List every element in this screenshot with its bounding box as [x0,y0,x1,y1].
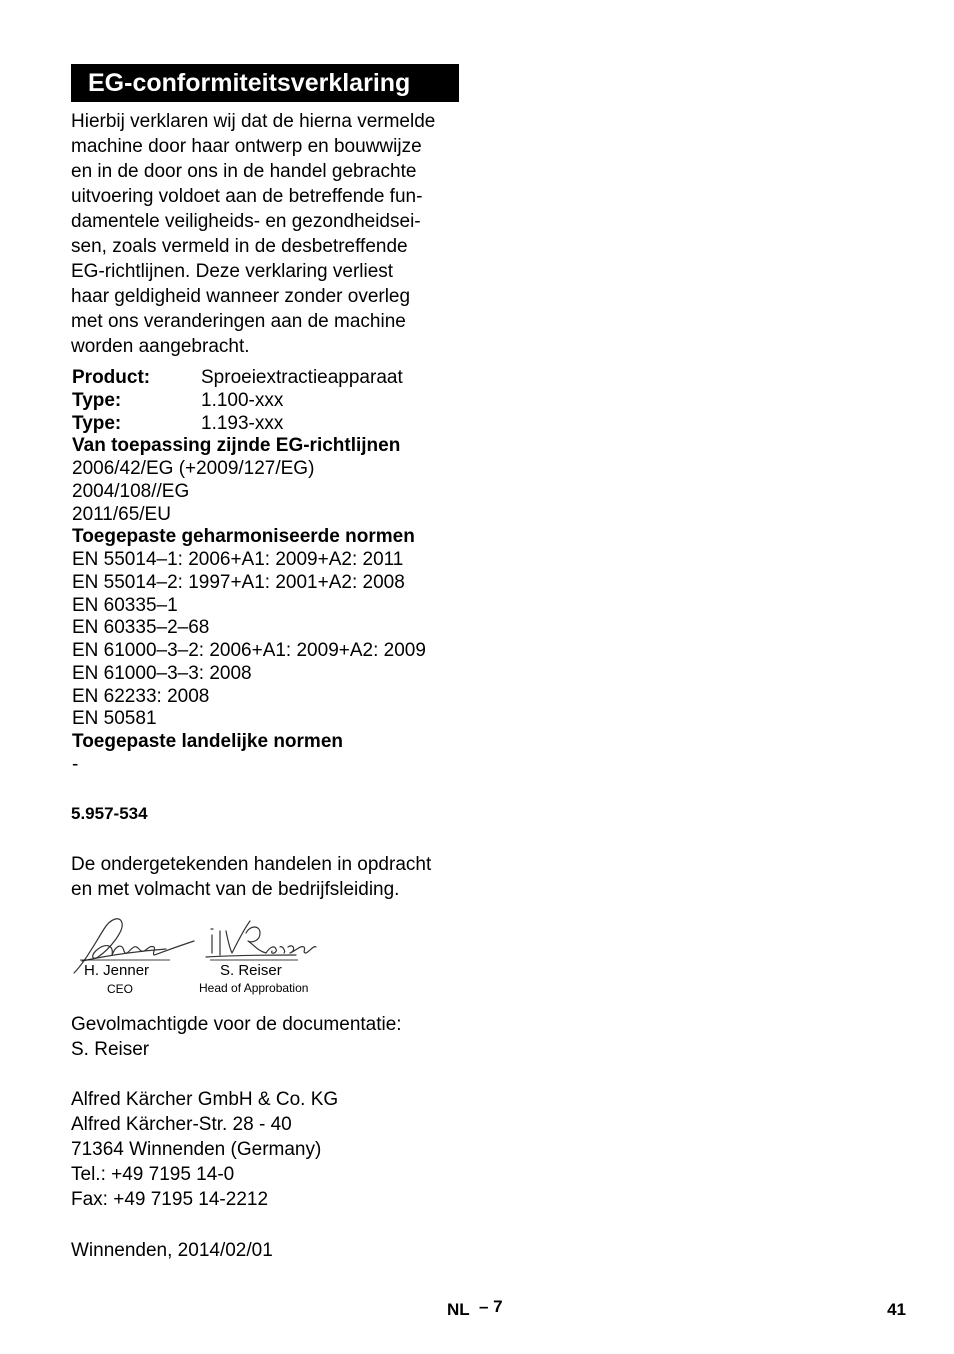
standard-item: EN 62233: 2008 [72,685,210,707]
directive-item: 2004/108//EG [72,480,190,502]
intro-line: uitvoering voldoet aan de betreffende fun- [71,186,423,207]
type-value: 1.193-xxx [201,412,284,434]
product-value: Sproeiextractieapparaat [201,367,403,388]
intro-line: met ons veranderingen aan de machine [71,311,406,332]
directive-item: 2011/65/EU [72,503,171,525]
documentation-label: Gevolmachtigde voor de documentatie: [71,1014,402,1035]
intro-line: Hierbij verklaren wij dat de hierna vermelde [71,111,436,132]
standard-item: EN 61000–3–2: 2006+A1: 2009+A2: 2009 [72,640,426,661]
standard-item: EN 55014–2: 1997+A1: 2001+A2: 2008 [72,571,405,593]
directives-heading: Van toepassing zijnde EG-richtlijnen [72,435,401,457]
type-label: Type: [72,412,122,434]
signatory-name-reiser: S. Reiser [220,962,282,979]
footer-local-page: – 7 [479,1297,503,1316]
national-heading: Toegepaste landelijke normen [72,731,344,752]
intro-line: EG-richtlijnen. Deze verklaring verliest [71,261,394,282]
harmonised-heading: Toegepaste geharmoniseerde normen [72,526,415,548]
address-line: Alfred Kärcher GmbH & Co. KG [71,1089,339,1110]
type-row [72,390,472,413]
authorization-line: De ondergetekenden handelen in opdracht [71,854,432,875]
standard-item: EN 60335–1 [72,594,178,616]
intro-line: en in de door ons in de handel gebrachte [71,161,417,182]
address-line: Tel.: +49 7195 14-0 [71,1164,235,1185]
standard-item: EN 61000–3–3: 2008 [72,662,252,684]
product-label: Product: [72,367,151,388]
part-number: 5.957-534 [71,804,148,823]
intro-line: haar geldigheid wanneer zonder overleg [71,286,411,307]
directive-item: 2006/42/EG (+2009/127/EG) [72,458,315,479]
address-line: Alfred Kärcher-Str. 28 - 40 [71,1114,292,1135]
footer-page-number: 41 [887,1300,906,1319]
authorization-paragraph [71,852,431,902]
intro-line: machine door haar ontwerp en bouwwijze [71,136,422,157]
intro-line: worden aangebracht. [71,336,250,357]
footer-language: NL [447,1300,470,1319]
intro-line: damentele veiligheids- en gezondheidsei- [71,211,421,232]
standard-item: EN 55014–1: 2006+A1: 2009+A2: 2011 [72,549,404,570]
standard-item: EN 50581 [72,708,157,730]
intro-line: sen, zoals vermeld in de desbetreffende [71,236,408,257]
signatory-role-jenner: CEO [107,982,134,996]
company-address [71,1087,338,1212]
signatory-role-reiser: Head of Approbation [199,981,309,995]
signatory-name-jenner: H. Jenner [84,962,150,979]
authorization-line: en met volmacht van de bedrijfsleiding. [71,879,400,900]
specification-block [72,367,472,777]
page-title: EG-conformiteitsverklaring [71,64,459,102]
signature-stroke-reiser [211,921,316,955]
intro-paragraph [71,109,471,359]
documentation-block [71,1012,402,1062]
place-date: Winnenden, 2014/02/01 [71,1240,273,1261]
standard-item: EN 60335–2–68 [72,617,210,639]
documentation-name: S. Reiser [71,1039,150,1060]
type-row [72,413,472,436]
address-line: 71364 Winnenden (Germany) [71,1139,322,1160]
product-row [72,367,472,390]
type-value: 1.100-xxx [201,389,284,411]
signature-block [70,905,340,1000]
address-line: Fax: +49 7195 14-2212 [71,1189,269,1210]
type-label: Type: [72,389,122,411]
national-value: - [72,753,79,775]
